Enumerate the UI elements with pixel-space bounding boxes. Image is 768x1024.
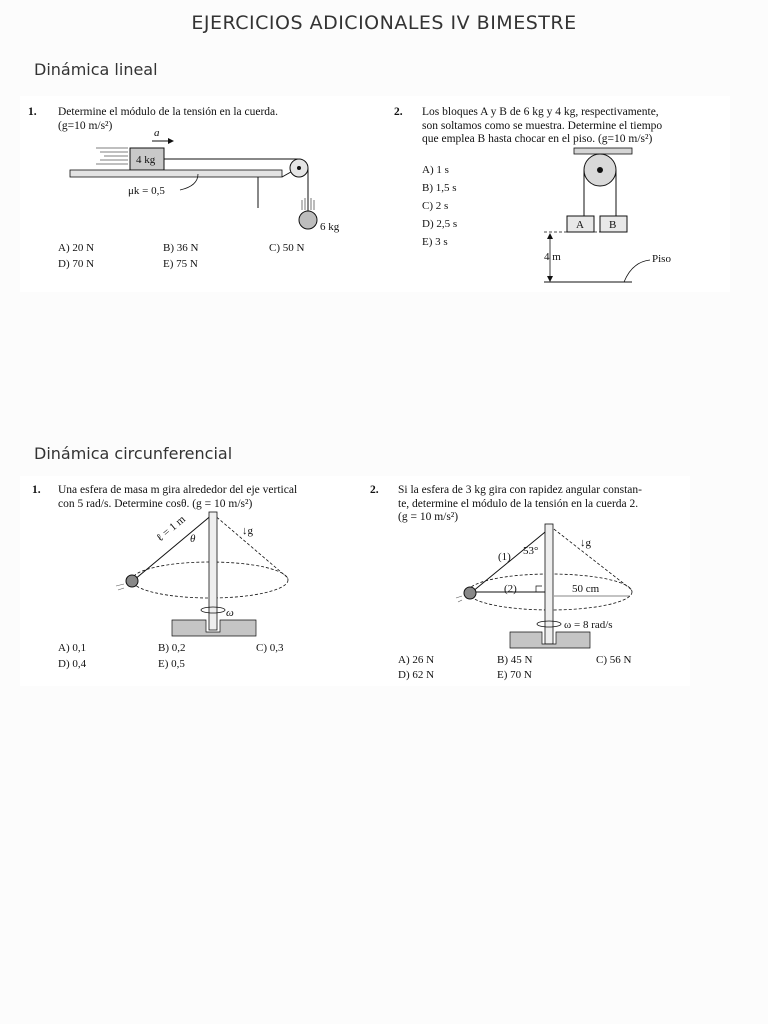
problem-panel-circular [20, 476, 690, 686]
problem-statement: Una esfera de masa m gira alrededor del eje vertical con 5 rad/s. Determine cosθ. (g = 10 m/s²) [58, 484, 298, 510]
accel-label: a [154, 127, 160, 139]
option-d: D) 0,4 [58, 658, 87, 670]
gravity-label: ↓g [580, 537, 591, 549]
option-a: A) 26 N [398, 654, 435, 666]
omega-label: ω = 8 rad/s [564, 619, 613, 631]
length-label: ℓ = 1 m [154, 513, 188, 545]
option-c: C) 0,3 [256, 642, 284, 654]
angle-53-label: 53° [523, 545, 539, 557]
option-a: A) 20 N [58, 242, 95, 254]
problem-statement: Determine el módulo de la tensión en la cuerda. (g=10 m/s²) [58, 106, 279, 132]
problem-number: 2. [370, 484, 379, 496]
option-e: E) 0,5 [158, 658, 185, 670]
angle-label: θ [190, 533, 196, 545]
option-a: A) 1 s [422, 164, 449, 176]
problem-number: 1. [32, 484, 41, 496]
option-b: B) 0,2 [158, 642, 186, 654]
gravity-label: ↓g [242, 525, 253, 537]
height-label: 4 m [544, 251, 561, 263]
hanging-mass-label: 6 kg [320, 221, 340, 233]
figure-two-cord-pendulum [20, 476, 690, 676]
omega-label: ω [226, 607, 234, 619]
option-c: C) 2 s [422, 200, 449, 212]
option-d: D) 70 N [58, 258, 95, 270]
option-d: D) 2,5 s [422, 218, 458, 230]
radius-label: 50 cm [572, 583, 600, 595]
option-b: B) 1,5 s [422, 182, 457, 194]
problem-panel-linear [20, 96, 730, 292]
option-d: D) 62 N [398, 669, 435, 681]
option-c: C) 50 N [269, 242, 305, 254]
cord1-label: (1) [498, 551, 511, 563]
figure-atwood-machine [20, 96, 730, 292]
option-c: C) 56 N [596, 654, 632, 666]
cord2-label: (2) [504, 583, 517, 595]
option-e: E) 3 s [422, 236, 448, 248]
option-a: A) 0,1 [58, 642, 87, 654]
option-e: E) 70 N [497, 669, 532, 681]
problem-number: 1. [28, 106, 37, 118]
block-a-label: A [576, 219, 584, 231]
section-title-dinamica-circunferencial: Dinámica circunferencial [34, 444, 233, 463]
option-e: E) 75 N [163, 258, 198, 270]
block-label: 4 kg [136, 154, 156, 166]
option-b: B) 45 N [497, 654, 533, 666]
friction-label: μk = 0,5 [128, 185, 165, 197]
floor-label: Piso [652, 253, 671, 265]
problem-statement: Los bloques A y B de 6 kg y 4 kg, respectivamente, son soltamos como se muestra. Determine el tiempo que emplea B hasta chocar en el piso. (g=10 m/s²) [422, 106, 663, 145]
problem-statement: Si la esfera de 3 kg gira con rapidez angular constan- te, determine el módulo de la tensión en la cuerda 2. (g = 10 m/s²) [398, 484, 642, 523]
page-title: EJERCICIOS ADICIONALES IV BIMESTRE [191, 12, 577, 34]
option-b: B) 36 N [163, 242, 199, 254]
problem-number: 2. [394, 106, 403, 118]
section-title-dinamica-lineal: Dinámica lineal [34, 60, 158, 79]
block-b-label: B [609, 219, 617, 231]
